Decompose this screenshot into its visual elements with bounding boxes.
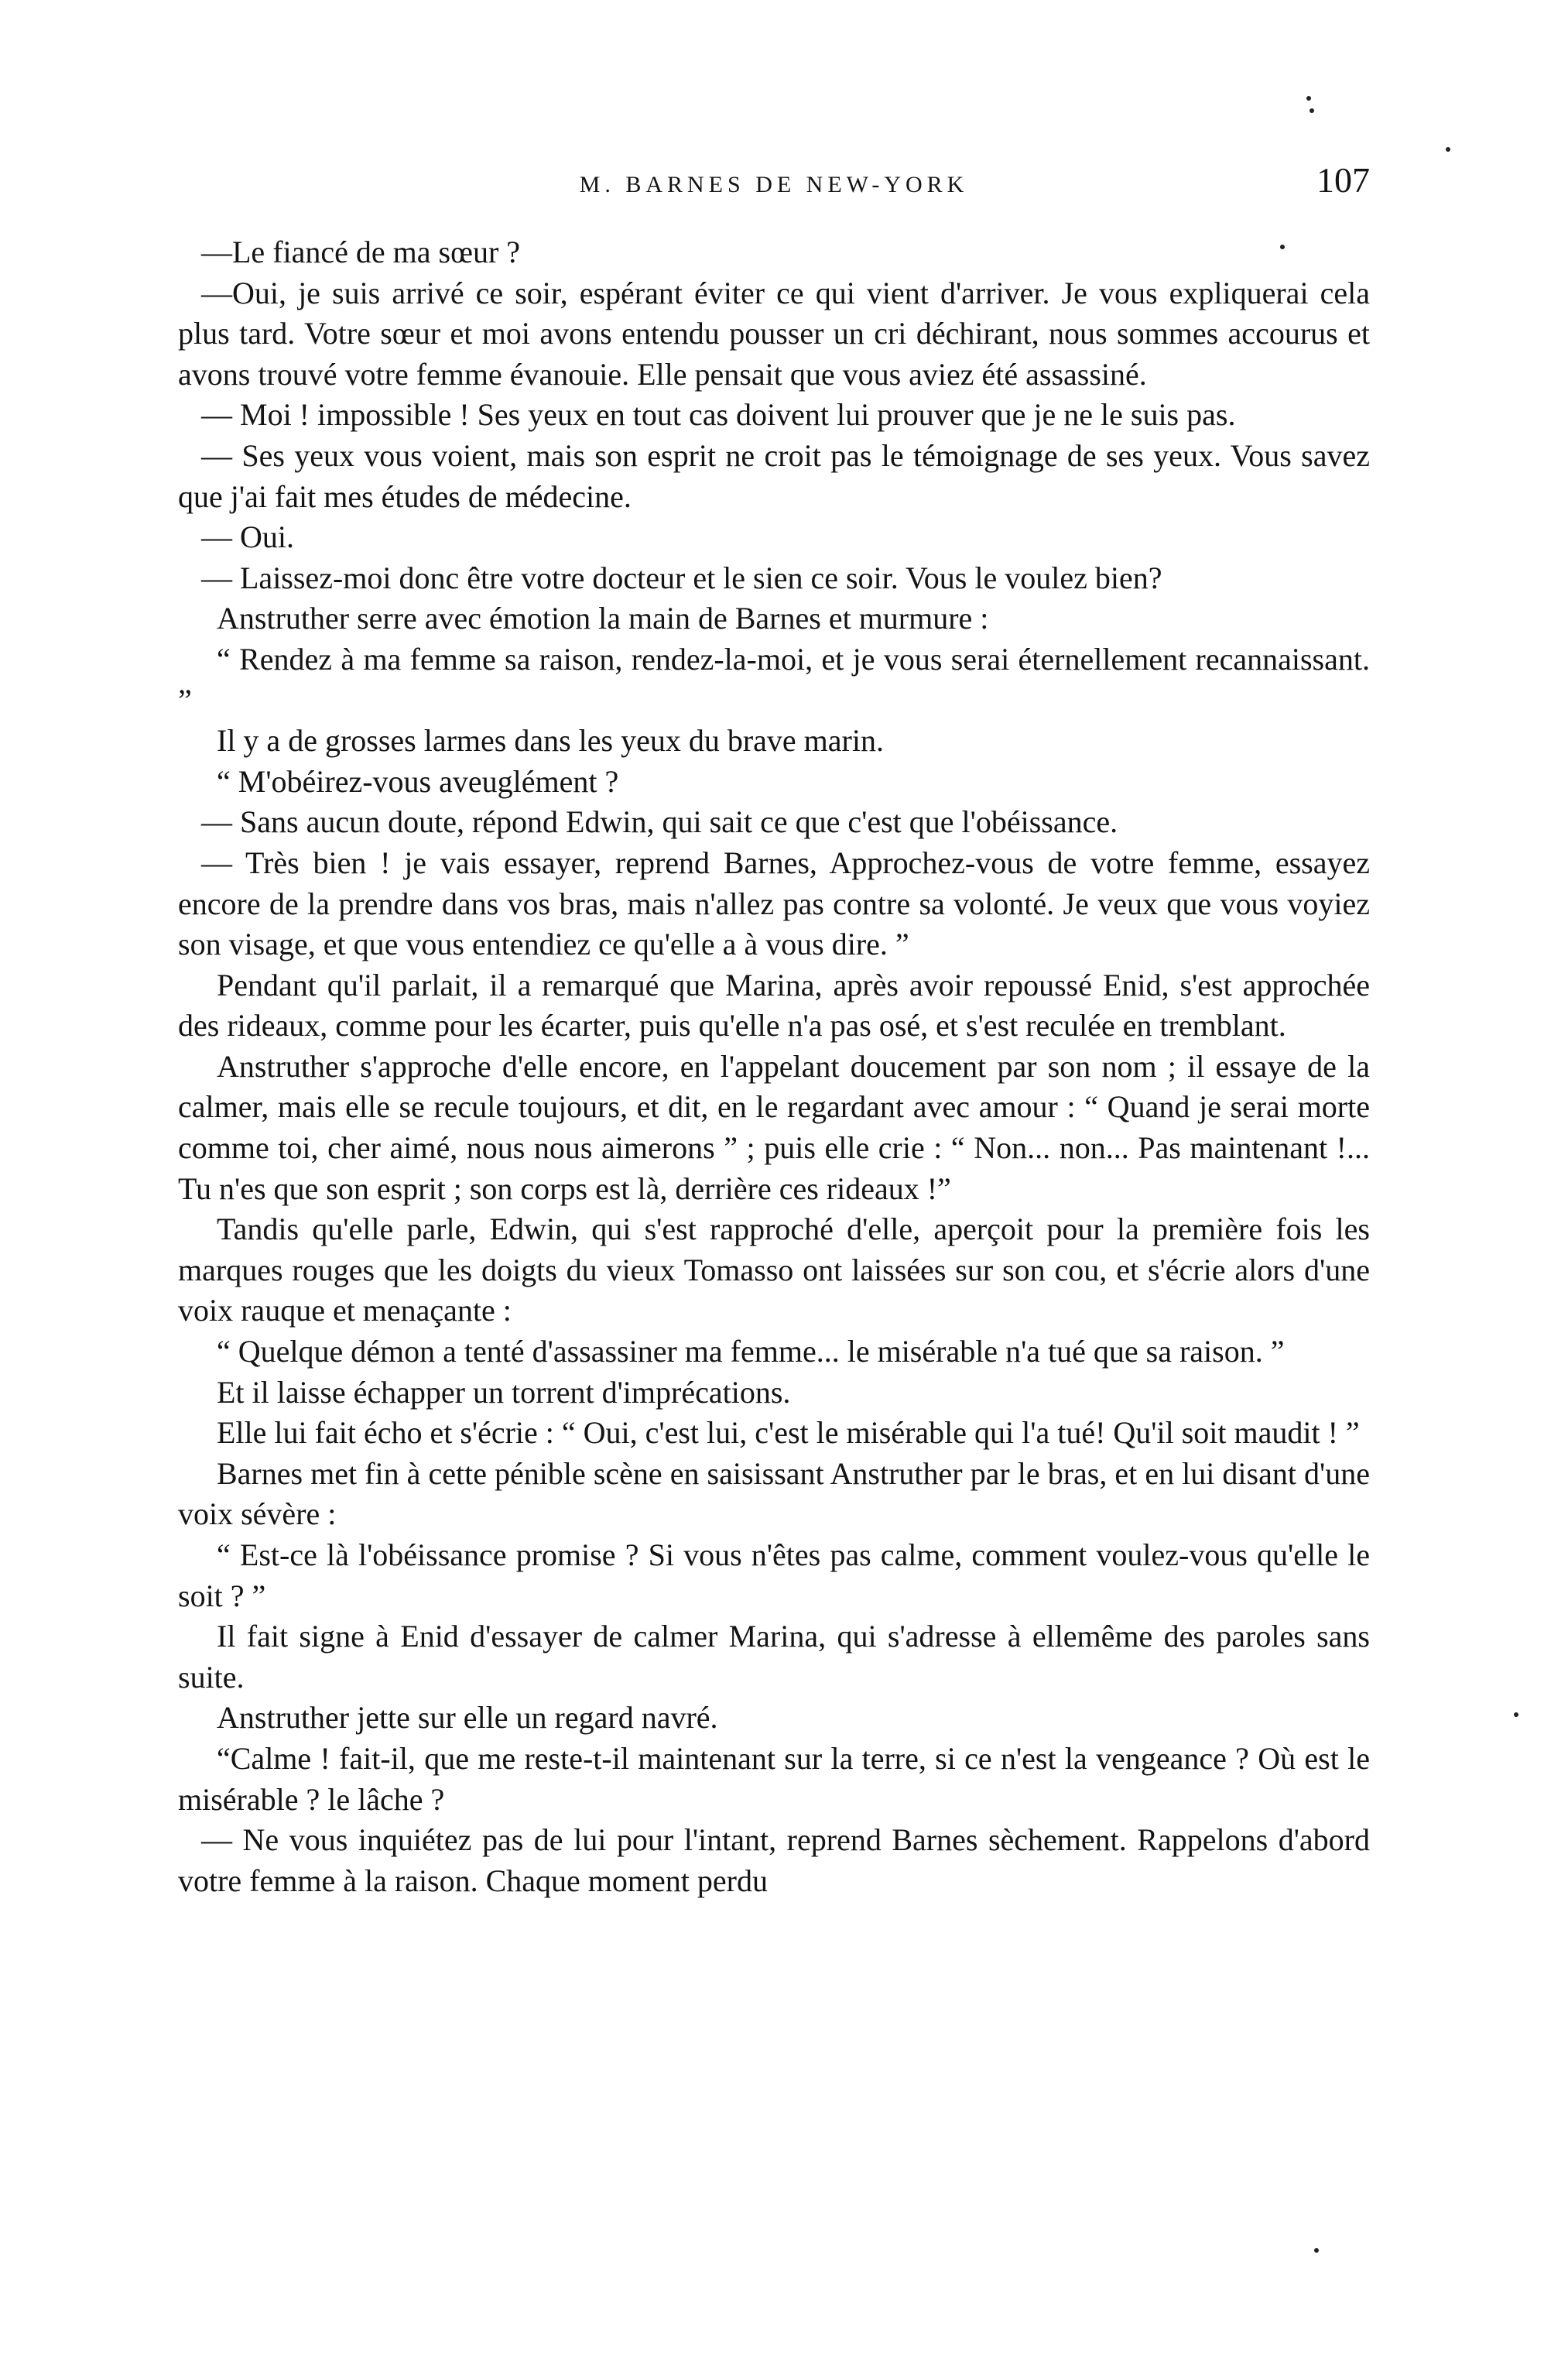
page-number: 107 [1316,160,1370,200]
ink-speck [1314,2248,1319,2253]
paragraph: “ Rendez à ma femme sa raison, rendez-la-moi, et je vous serai éternellement recannaissant. ” [178,641,1370,718]
paragraph: Anstruther s'approche d'elle encore, en l'appelant doucement par son nom ; il essaye de la calmer, mais elle se recule toujours, et dit, en le regardant avec amour : “ Quand je serai morte comme toi, cher aimé, nous nous aimerons ” ; puis elle crie : “ Non... non... Pas maintenant !... Tu n'es que son esprit ; son corps est là, derrière ces rideaux !” [178,1048,1370,1206]
paragraph: Il fait signe à Enid d'essayer de calmer Marina, qui s'adresse à ellemême des paroles sans suite. [178,1619,1370,1695]
paragraph: — Sans aucun doute, répond Edwin, qui sait ce que c'est que l'obéissance. [201,804,1118,840]
paragraph: Il y a de grosses larmes dans les yeux du brave marin. [217,723,884,759]
paragraph: Et il laisse échapper un torrent d'imprécations. [217,1374,791,1410]
paragraph: Barnes met fin à cette pénible scène en saisissant Anstruther par le bras, et en lui disant d'une voix sévère : [178,1455,1370,1532]
paragraph: — Laissez-moi donc être votre docteur et le sien ce soir. Vous le voulez bien? [201,560,1162,595]
paragraph: — Ne vous inquiétez pas de lui pour l'intant, reprend Barnes sèchement. Rappelons d'abord votre femme à la raison. Chaque moment perdu [178,1822,1370,1898]
paragraph: “Calme ! fait-il, que me reste-t-il maintenant sur la terre, si ce n'est la vengeance ? Où est le misérable ? le lâche ? [178,1740,1370,1817]
paragraph: Anstruther jette sur elle un regard navré. [217,1700,718,1736]
paragraph: “ M'obéirez-vous aveuglément ? [217,763,619,799]
ink-speck [1514,1712,1518,1717]
ink-speck [1280,245,1285,249]
paragraph: —Oui, je suis arrivé ce soir, espérant éviter ce qui vient d'arriver. Je vous expliquerai cela plus tard. Votre sœur et moi avons entendu pousser un cri déchirant, nous sommes accourus et avons trouvé votre femme évanouie. Elle pensait que vous aviez été assassiné. [178,275,1370,392]
paragraph: — Oui. [201,519,294,555]
paragraph: “ Quelque démon a tenté d'assassiner ma femme... le misérable n'a tué que sa raison. ” [217,1334,1285,1369]
paragraph: Elle lui fait écho et s'écrie : “ Oui, c'est lui, c'est le misérable qui l'a tué! Qu'il soit maudit ! ” [217,1415,1360,1451]
running-head: M. BARNES DE NEW-YORK [579,172,969,197]
paragraph: — Ses yeux vous voient, mais son esprit ne croit pas le témoignage de ses yeux. Vous savez que j'ai fait mes études de médecine. [178,437,1370,514]
paragraph: “ Est-ce là l'obéissance promise ? Si vous n'êtes pas calme, comment voulez-vous qu'elle le soit ? ” [178,1537,1370,1613]
ink-speck [1446,147,1450,152]
page-header [178,155,1370,217]
paragraph: Tandis qu'elle parle, Edwin, qui s'est rapproché d'elle, aperçoit pour la première fois les marques rouges que les doigts du vieux Tomasso ont laissées sur son cou, et s'écrie alors d'une voix rauque et menaçante : [178,1211,1370,1328]
paragraph: Pendant qu'il parlait, il a remarqué que Marina, après avoir repoussé Enid, s'est approchée des rideaux, comme pour les écarter, puis qu'elle n'a pas osé, et s'est reculée en tremblant. [178,967,1370,1044]
body-text [178,232,1370,1901]
ink-speck [1306,96,1311,101]
paragraph: — Moi ! impossible ! Ses yeux en tout cas doivent lui prouver que je ne le suis pas. [201,397,1236,433]
paragraph: — Très bien ! je vais essayer, reprend Barnes, Approchez-vous de votre femme, essayez encore de la prendre dans vos bras, mais n'allez pas contre sa volonté. Je veux que vous voyiez son visage, et que vous entendiez ce qu'elle a à vous dire. ” [178,845,1370,962]
paragraph: —Le fiancé de ma sœur ? [201,235,521,269]
ink-speck [1310,108,1314,113]
book-page [178,155,1370,1901]
paragraph: Anstruther serre avec émotion la main de Barnes et murmure : [217,601,989,636]
